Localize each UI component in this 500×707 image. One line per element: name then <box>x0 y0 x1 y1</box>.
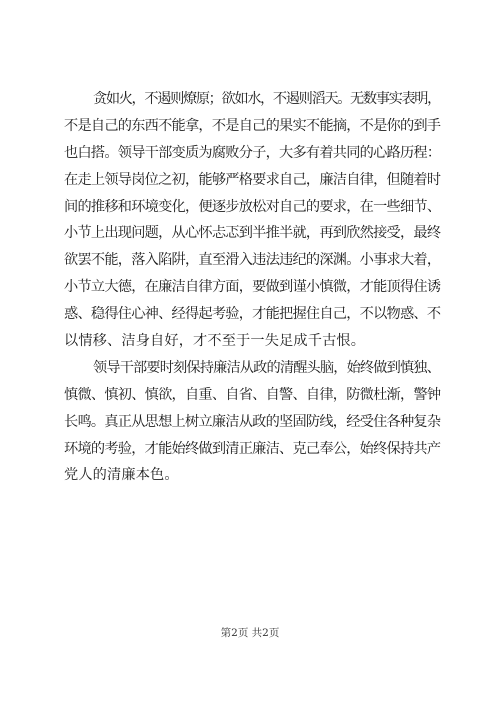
paragraph-line: 以情移、洁身自好，才不至于一失足成千古恨。 <box>64 333 366 350</box>
body-text <box>64 86 440 489</box>
paragraph-1 <box>64 86 440 355</box>
paragraph-line: 领导干部要时刻保持廉洁从政的清醒头脑，始终做到慎独、 <box>93 359 440 376</box>
paragraph-line: 慎微、慎初、慎欲，自重、自省、自警、自律，防微杜渐，警钟 <box>64 386 441 403</box>
paragraph-line: 党人的清廉本色。 <box>64 467 179 484</box>
paragraph-line: 小节立大德，在廉洁自律方面，要做到谨小慎微，才能顶得住诱 <box>64 279 441 296</box>
paragraph-line: 长鸣。真正从思想上树立廉洁从政的坚固防线，经受住各种复杂 <box>64 413 441 430</box>
paragraph-line: 小节上出现问题，从心怀忐忑到半推半就，再到欣然接受，最终 <box>64 225 441 242</box>
paragraph-line: 欲罢不能，落入陷阱，直至滑入违法违纪的深渊。小事求大着， <box>64 252 441 269</box>
page-footer: 第2页 共2页 <box>220 627 280 639</box>
paragraph-line: 贪如火，不遏则燎原；欲如水，不遏则滔天。无数事实表明， <box>93 91 440 107</box>
paragraph-2 <box>64 355 440 489</box>
paragraph-line: 不是自己的东西不能拿，不是自己的果实不能摘，不是你的到手 <box>64 117 441 134</box>
paragraph-line: 间的推移和环境变化，便逐步放松对自己的要求，在一些细节、 <box>64 198 441 215</box>
paragraph-line: 也白搭。领导干部变质为腐败分子，大多有着共同的心路历程： <box>64 144 441 161</box>
paragraph-line: 惑、稳得住心神、经得起考验，才能把握住自己，不以物惑、不 <box>64 306 441 323</box>
paragraph-line: 环境的考验，才能始终做到清正廉洁、克己奉公，始终保持共产 <box>64 440 441 457</box>
paragraph-line: 在走上领导岗位之初，能够严格要求自己，廉洁自律，但随着时 <box>64 171 441 188</box>
